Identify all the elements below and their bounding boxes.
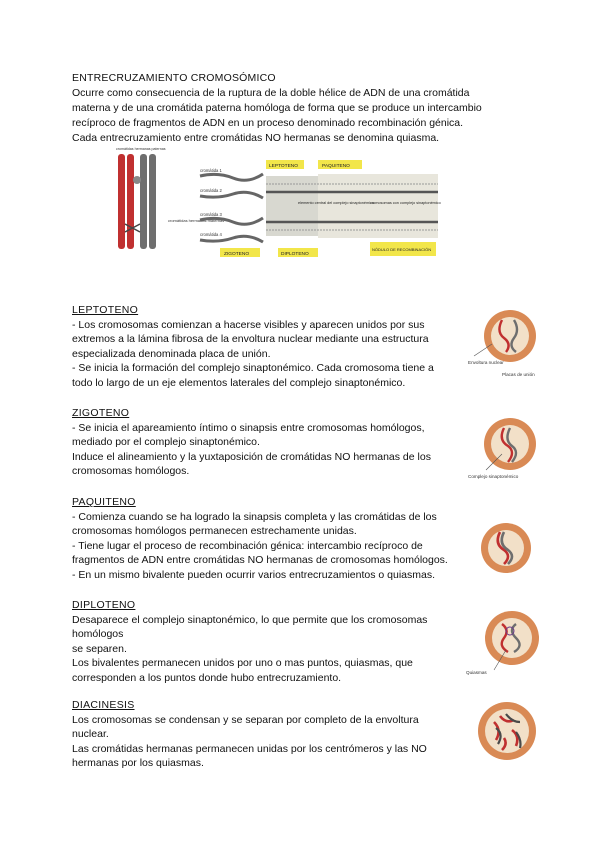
- diagram-label-chromatid-4: cromátida 4: [200, 232, 222, 237]
- diagram-label-central-element: elemento central del complejo sinaptonémico: [298, 201, 374, 205]
- section-line: se separen.: [72, 642, 127, 655]
- diagram-tag-paquiteno: PAQUITENO: [322, 164, 350, 169]
- section-line: Los bivalentes permanecen unidos por uno o mas puntos, quiasmas, que: [72, 657, 413, 670]
- section-line: nuclear.: [72, 728, 109, 741]
- section-line: - Se inicia la formación del complejo sinaptonémico. Cada cromosoma tiene a: [72, 362, 434, 375]
- section-line: Los cromosomas se condensan y se separan por completo de la envoltura: [72, 713, 419, 726]
- section-line: corresponden a los puntos donde hubo entrecruzamiento.: [72, 671, 342, 684]
- section-zigoteno: [72, 406, 472, 479]
- section-line: especializada denominada placa de unión.: [72, 347, 271, 360]
- chromatid-strands: [200, 174, 438, 242]
- section-line: Induce el alineamiento y la yuxtaposición de cromátidas NO hermanas de los: [72, 450, 431, 463]
- section-heading: DIPLOTENO: [72, 599, 136, 611]
- zigoteno-nucleus-figure: [466, 410, 538, 494]
- diagram-label-chromatid-1: cromátida 1: [200, 168, 222, 173]
- figure-label-quiasmas: Quiasmas: [466, 670, 487, 675]
- section-line: todo lo largo de un eje elementos laterales del complejo sinaptonémico.: [72, 376, 406, 389]
- section-line: cromosomas homólogos.: [72, 465, 190, 478]
- section-leptoteno: [72, 303, 472, 391]
- section-diploteno: [72, 598, 472, 686]
- page-title: ENTRECRUZAMIENTO CROMOSÓMICO: [72, 72, 276, 84]
- diagram-tag-zigoteno: ZIGOTENO: [224, 252, 250, 257]
- intro-line: Ocurre como consecuencia de la ruptura de la doble hélice de ADN de una cromátida: [72, 87, 470, 99]
- section-line: homólogos: [72, 628, 124, 641]
- diagram-tag-leptoteno: LEPTOTENO: [269, 164, 298, 169]
- section-line: extremos a la lámina fibrosa de la envoltura nuclear mediante una estructura: [72, 333, 429, 346]
- diagram-label-chromatid-3: cromátida 3: [200, 212, 222, 217]
- section-line: - En un mismo bivalente pueden ocurrir varios entrecruzamientos o quiasmas.: [72, 568, 436, 581]
- intro-line: Cada entrecruzamiento entre cromátidas NO hermanas se denomina quiasma.: [72, 132, 440, 144]
- figure-label-complejo: Complejo sinaptonémico: [468, 474, 519, 479]
- section-line: hermanas por los quiasmas.: [72, 757, 204, 770]
- section-line: cromosomas homólogos permanecen estrechamente unidas.: [72, 525, 357, 538]
- diagram-label-sister-maternal: cromátidas hermanas maternas: [168, 218, 225, 223]
- section-heading: LEPTOTENO: [72, 304, 139, 316]
- leptoteno-nucleus-figure: [468, 304, 538, 386]
- diacinesis-nucleus-figure: [476, 700, 538, 762]
- paquiteno-nucleus-figure: [476, 520, 536, 576]
- diagram-tag-recombination-nodule: NÓDULO DE RECOMBINACIÓN: [372, 247, 432, 252]
- section-line: - Comienza cuando se ha logrado la sinapsis completa y las cromátidas de los: [72, 510, 437, 523]
- diploteno-nucleus-figure: [466, 604, 542, 684]
- intro-line: materna y de una cromátida paterna homóloga de forma que se produce un intercambio: [72, 102, 482, 114]
- diagram-label-synaptonemal: cromosomas con complejo sinaptonémico: [370, 201, 441, 205]
- intro-paragraph: [72, 86, 522, 146]
- section-line: mediado por el complejo sinaptonémico.: [72, 436, 260, 449]
- section-line: - Los cromosomas comienzan a hacerse visibles y aparecen unidos por sus: [72, 318, 425, 331]
- section-heading: DIACINESIS: [72, 699, 135, 711]
- section-paquiteno: [72, 495, 472, 583]
- section-diacinesis: [72, 698, 472, 771]
- section-line: Las cromátidas hermanas permanecen unidas por los centrómeros y las NO: [72, 742, 427, 755]
- diagram-label-chromatid-2: cromátida 2: [200, 188, 222, 193]
- section-line: - Tiene lugar el proceso de recombinación génica: intercambio recíproco de: [72, 539, 423, 552]
- section-line: - Se inicia el apareamiento íntimo o sinapsis entre cromosomas homólogos,: [72, 421, 425, 434]
- section-heading: PAQUITENO: [72, 496, 136, 508]
- crossing-over-diagram: [108, 144, 450, 262]
- section-line: Desaparece el complejo sinaptonémico, lo que permite que los cromosomas: [72, 613, 428, 626]
- diagram-label-sister-paternal: cromátidas hermanas paternas: [116, 147, 166, 151]
- section-heading: ZIGOTENO: [72, 407, 130, 419]
- figure-label-placas: Placas de unión: [502, 372, 535, 377]
- figure-label-envoltura: Envoltura nuclear: [468, 360, 504, 365]
- intro-line: recíproco de fragmentos de ADN en un proceso denominado recombinación génica.: [72, 117, 464, 129]
- homologous-chromosomes-figure: [118, 154, 156, 249]
- section-line: fragmentos de ADN entre cromátidas NO hermanas de cromosomas homólogos.: [72, 554, 448, 567]
- diagram-tag-diploteno: DIPLOTENO: [281, 252, 309, 257]
